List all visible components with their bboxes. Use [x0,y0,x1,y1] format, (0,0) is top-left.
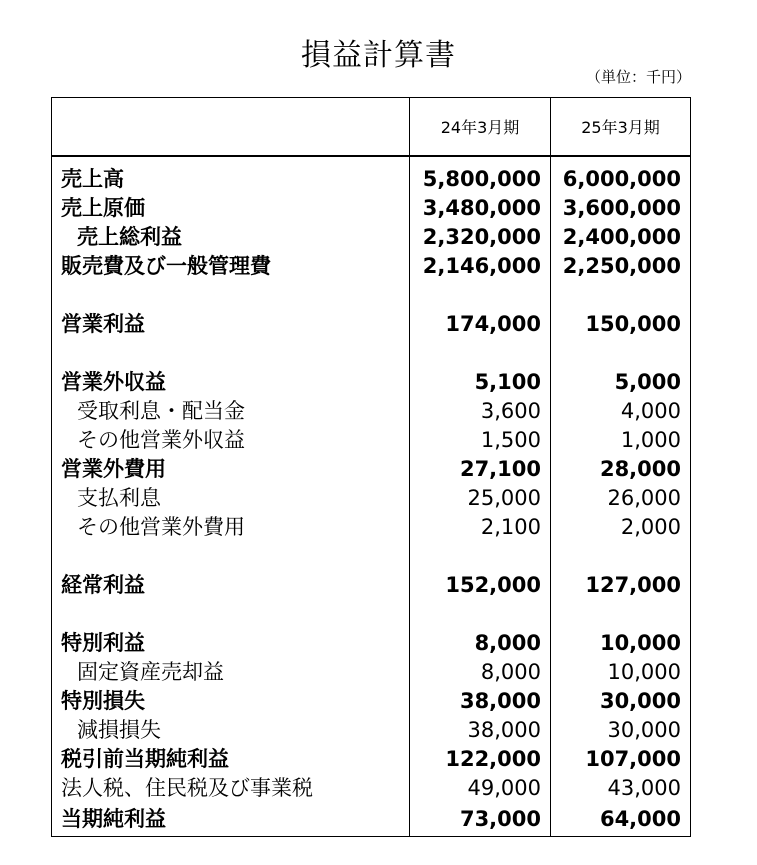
value-2025: 2,400,000 [551,223,691,252]
value-2024: 1,500 [410,426,551,455]
header-item-column [52,98,410,157]
row-impairment-loss [52,716,691,745]
value-2024: 152,000 [410,571,551,600]
value-2024: 3,600 [410,397,551,426]
document-title: 損益計算書 [301,38,456,73]
row-income-taxes [52,774,691,803]
income-statement-table [51,97,691,837]
row-non-operating-income [52,368,691,397]
value-2024: 5,100 [410,368,551,397]
row-label: 支払利息 [52,484,410,513]
row-interest-dividends-received [52,397,691,426]
row-label: 減損損失 [52,716,410,745]
row-label: 特別損失 [52,687,410,716]
row-cost-of-sales [52,194,691,223]
value-2024: 8,000 [410,629,551,658]
row-net-income [52,803,691,837]
value-2025: 28,000 [551,455,691,484]
row-label: 受取利息・配当金 [52,397,410,426]
row-ordinary-income [52,571,691,600]
spacer-row [52,281,691,310]
value-2024: 38,000 [410,716,551,745]
value-2024: 38,000 [410,687,551,716]
value-2025: 10,000 [551,629,691,658]
value-2024: 2,320,000 [410,223,551,252]
value-2024: 8,000 [410,658,551,687]
value-2025: 10,000 [551,658,691,687]
unit-note: （単位：千円） [585,68,691,86]
value-2024: 174,000 [410,310,551,339]
value-2024: 27,100 [410,455,551,484]
value-2024: 3,480,000 [410,194,551,223]
value-2025: 1,000 [551,426,691,455]
row-operating-income [52,310,691,339]
row-non-operating-expenses [52,455,691,484]
value-2025: 2,250,000 [551,252,691,281]
row-gain-on-sale-of-fixed-assets [52,658,691,687]
spacer-row [52,600,691,629]
row-label: 法人税、住民税及び事業税 [52,774,410,803]
row-label: 販売費及び一般管理費 [52,252,410,281]
row-extraordinary-loss [52,687,691,716]
value-2024: 73,000 [410,803,551,837]
value-2025: 30,000 [551,687,691,716]
value-2025: 2,000 [551,513,691,542]
value-2024: 49,000 [410,774,551,803]
row-label: 営業利益 [52,310,410,339]
row-label: 税引前当期純利益 [52,745,410,774]
value-2024: 25,000 [410,484,551,513]
row-label: 売上高 [52,156,410,194]
row-label: 経常利益 [52,571,410,600]
row-income-before-taxes [52,745,691,774]
row-sga-expenses [52,252,691,281]
row-label: その他営業外収益 [52,426,410,455]
value-2025: 43,000 [551,774,691,803]
value-2025: 26,000 [551,484,691,513]
value-2025: 127,000 [551,571,691,600]
value-2025: 64,000 [551,803,691,837]
value-2024: 5,800,000 [410,156,551,194]
row-label: 固定資産売却益 [52,658,410,687]
value-2024: 2,100 [410,513,551,542]
row-label: その他営業外費用 [52,513,410,542]
value-2024: 2,146,000 [410,252,551,281]
value-2025: 3,600,000 [551,194,691,223]
value-2025: 4,000 [551,397,691,426]
spacer-row [52,542,691,571]
row-label: 特別利益 [52,629,410,658]
header-row [52,98,691,157]
spacer-row [52,339,691,368]
row-label: 営業外収益 [52,368,410,397]
value-2024: 122,000 [410,745,551,774]
value-2025: 150,000 [551,310,691,339]
header-period-2024: 24年3月期 [410,98,551,157]
row-label: 営業外費用 [52,455,410,484]
row-other-non-operating-expenses [52,513,691,542]
row-label: 売上原価 [52,194,410,223]
row-gross-profit [52,223,691,252]
row-interest-paid [52,484,691,513]
value-2025: 6,000,000 [551,156,691,194]
row-label: 当期純利益 [52,803,410,837]
value-2025: 107,000 [551,745,691,774]
row-other-non-operating-income [52,426,691,455]
value-2025: 5,000 [551,368,691,397]
row-extraordinary-income [52,629,691,658]
row-label: 売上総利益 [52,223,410,252]
row-net-sales [52,156,691,194]
header-period-2025: 25年3月期 [551,98,691,157]
value-2025: 30,000 [551,716,691,745]
